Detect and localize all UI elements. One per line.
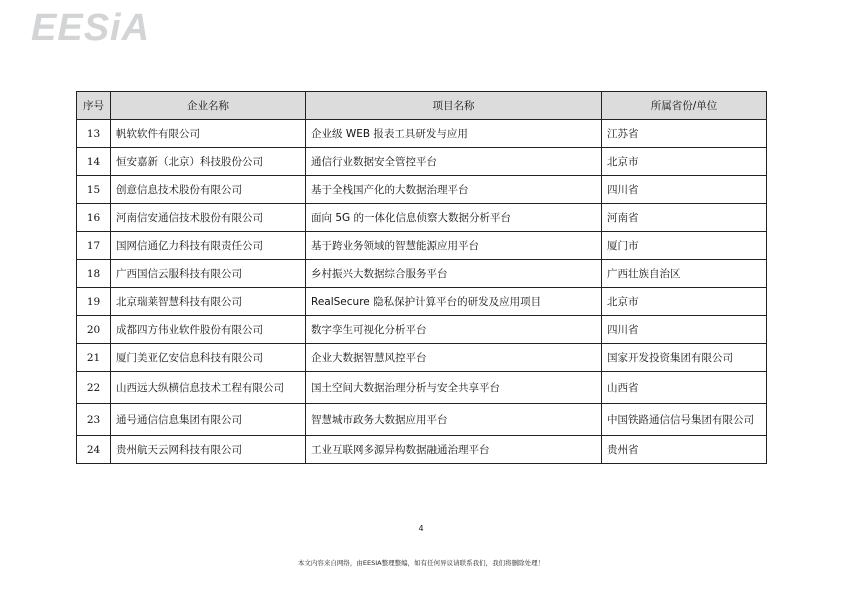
- row-index: 20: [77, 316, 111, 344]
- header-region: 所属省份/单位: [602, 92, 767, 120]
- row-company: 北京瑞莱智慧科技有限公司: [111, 288, 306, 316]
- page-number: 4: [418, 524, 424, 533]
- row-company: 广西国信云服科技有限公司: [111, 260, 306, 288]
- row-region: 河南省: [602, 204, 767, 232]
- row-index: 18: [77, 260, 111, 288]
- row-project: 企业大数据智慧风控平台: [306, 344, 602, 372]
- row-index: 17: [77, 232, 111, 260]
- table-row: [77, 120, 767, 148]
- row-company: 国网信通亿力科技有限责任公司: [111, 232, 306, 260]
- table-row: [77, 148, 767, 176]
- table-row: [77, 232, 767, 260]
- row-region: 北京市: [602, 288, 767, 316]
- row-project: 乡村振兴大数据综合服务平台: [306, 260, 602, 288]
- row-index: 23: [77, 404, 111, 436]
- row-region: 江苏省: [602, 120, 767, 148]
- header-company: 企业名称: [111, 92, 306, 120]
- row-company: 成都四方伟业软件股份有限公司: [111, 316, 306, 344]
- row-project: 企业级 WEB 报表工具研发与应用: [306, 120, 602, 148]
- row-region: 贵州省: [602, 436, 767, 464]
- table-row: [77, 316, 767, 344]
- row-project: 工业互联网多源异构数据融通治理平台: [306, 436, 602, 464]
- table-row: [77, 436, 767, 464]
- row-project: 基于跨业务领域的智慧能源应用平台: [306, 232, 602, 260]
- row-project: 基于全栈国产化的大数据治理平台: [306, 176, 602, 204]
- row-index: 16: [77, 204, 111, 232]
- row-index: 14: [77, 148, 111, 176]
- row-project: 面向 5G 的一体化信息侦察大数据分析平台: [306, 204, 602, 232]
- row-region: 山西省: [602, 372, 767, 404]
- row-company: 厦门美亚亿安信息科技有限公司: [111, 344, 306, 372]
- row-region: 广西壮族自治区: [602, 260, 767, 288]
- row-project: 国土空间大数据治理分析与安全共享平台: [306, 372, 602, 404]
- row-region: 四川省: [602, 176, 767, 204]
- table-row: [77, 260, 767, 288]
- row-index: 13: [77, 120, 111, 148]
- eesia-logo: EESiA: [31, 7, 151, 49]
- row-index: 22: [77, 372, 111, 404]
- table-row: [77, 372, 767, 404]
- row-project: 通信行业数据安全管控平台: [306, 148, 602, 176]
- row-index: 24: [77, 436, 111, 464]
- row-company: 贵州航天云网科技有限公司: [111, 436, 306, 464]
- header-index: 序号: [77, 92, 111, 120]
- row-company: 河南信安通信技术股份有限公司: [111, 204, 306, 232]
- row-project: 数字孪生可视化分析平台: [306, 316, 602, 344]
- row-project: 智慧城市政务大数据应用平台: [306, 404, 602, 436]
- footer-disclaimer: 本文内容来自网络，由EESIA整理整编，如有任何异议请联系我们，我们将删除处理！: [297, 559, 545, 567]
- row-company: 创意信息技术股份有限公司: [111, 176, 306, 204]
- enterprise-project-table: [76, 91, 767, 464]
- row-index: 21: [77, 344, 111, 372]
- row-company: 恒安嘉新（北京）科技股份公司: [111, 148, 306, 176]
- row-company: 山西远大纵横信息技术工程有限公司: [111, 372, 306, 404]
- table-row: [77, 344, 767, 372]
- table-row: [77, 404, 767, 436]
- row-region: 四川省: [602, 316, 767, 344]
- table-header-row: [77, 92, 767, 120]
- row-project: RealSecure 隐私保护计算平台的研发及应用项目: [306, 288, 602, 316]
- row-index: 15: [77, 176, 111, 204]
- row-company: 通号通信信息集团有限公司: [111, 404, 306, 436]
- row-index: 19: [77, 288, 111, 316]
- header-project: 项目名称: [306, 92, 602, 120]
- row-region: 中国铁路通信信号集团有限公司: [602, 404, 767, 436]
- table-row: [77, 204, 767, 232]
- table-row: [77, 176, 767, 204]
- row-region: 北京市: [602, 148, 767, 176]
- row-company: 帆软软件有限公司: [111, 120, 306, 148]
- row-region: 厦门市: [602, 232, 767, 260]
- table-row: [77, 288, 767, 316]
- row-region: 国家开发投资集团有限公司: [602, 344, 767, 372]
